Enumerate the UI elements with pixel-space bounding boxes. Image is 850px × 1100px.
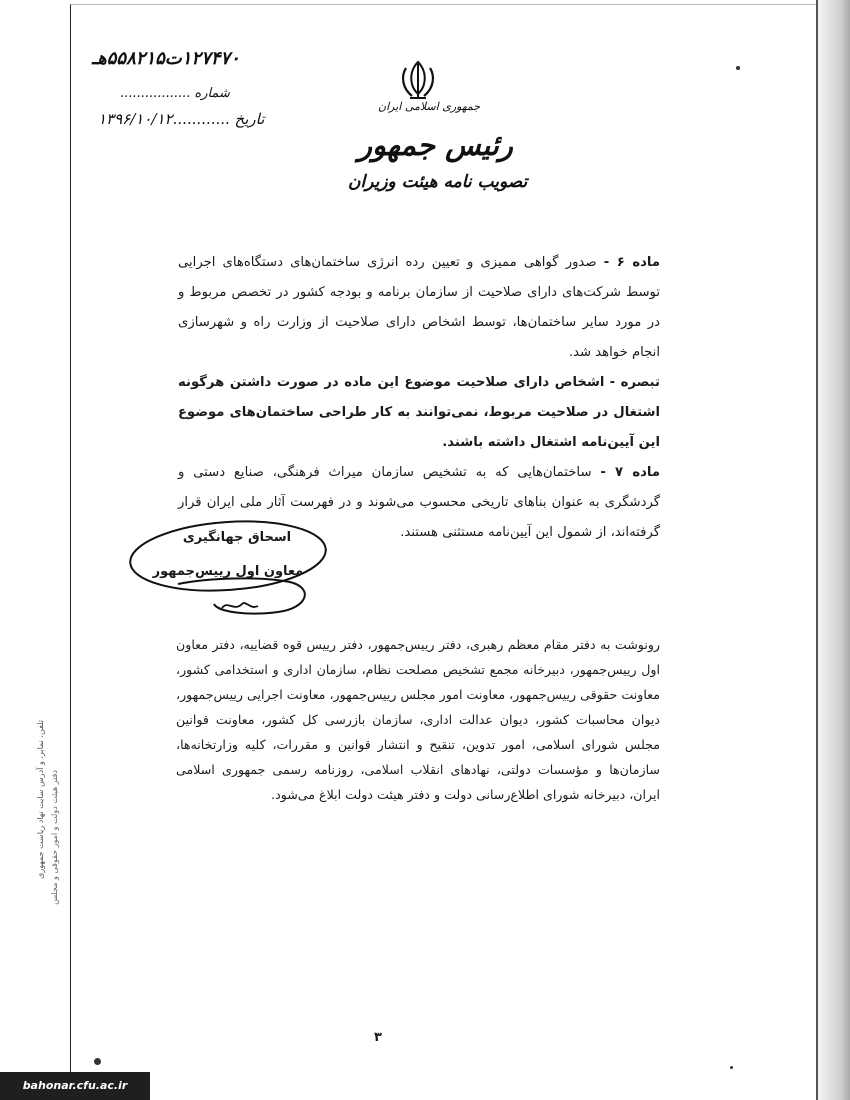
copies-text: رونوشت به دفتر مقام معظم رهبری، دفتر رییس‌جمهور، دفتر رییس قوه قضاییه، دفتر معاون اول رییس‌جمهور، دبیرخانه مجمع تشخیص مصلحت نظام، سازمان اداری و استخدامی کشور، معاونت حقوقی رییس‌جمهور، معاونت امور مجلس رییس‌جمهور، معاونت اجرایی رییس‌جمهور، دیوان محاسبات کشور، دیوان عدالت اداری، سازمان بازرسی کل کشور، معاونت قوانین مجلس شورای اسلامی، امور تدوین، تنقیح و انتشار قوانین و مقررات، کلیه وزارتخانه‌ها، سازمان‌ها و مؤسسات دولتی، نهادهای انقلاب اسلامی، روزنامه رسمی جمهوری اسلامی ایران، دبیرخانه شورای اطلاع‌رسانی دولت و دفتر هیئت دولت ابلاغ می‌شود.	[176, 637, 660, 802]
country-name: جمهوری اسلامی ایران	[378, 100, 481, 113]
reference-date: تاریخ ............۱۳۹۶/۱۰/۱۲	[98, 110, 265, 128]
article-6	[178, 248, 660, 368]
footer-site-link[interactable]	[0, 1072, 150, 1100]
document-subtitle: تصویب نامه هیئت وزیران	[348, 172, 528, 192]
reference-number-label: شماره .................	[120, 86, 230, 101]
article-7-lead: ماده ۷ -	[600, 465, 660, 480]
scan-speck	[730, 1066, 733, 1069]
note-lead: تبصره -	[609, 375, 660, 390]
footer-site-text: bahonar.cfu.ac.ir	[22, 1079, 128, 1092]
article-7-text: ساختمان‌هایی که به تشخیص سازمان میراث فرهنگی، صنایع دستی و گردشگری به عنوان بناهای تاریخی محسوب می‌شوند و در فهرست آثار ملی ایران قرار گرفته‌اند، از شمول این آیین‌نامه مستثنی هستند.	[178, 465, 660, 540]
iran-emblem-icon	[398, 58, 438, 102]
scan-edge-shadow	[818, 0, 850, 1100]
copies-distribution	[176, 632, 660, 807]
note-text: اشخاص دارای صلاحیت موضوع این ماده در صورت داشتن هرگونه اشتغال در صلاحیت مربوط، نمی‌توانند به کار طراحی ساختمان‌های موضوع این آیین‌نامه اشتغال داشته باشند.	[178, 375, 660, 450]
signatory-title: معاون اول رییس‌جمهور	[152, 564, 304, 579]
main-text	[178, 248, 660, 548]
scan-speck	[94, 1058, 101, 1065]
page-number: ۳	[374, 1030, 382, 1045]
article-6-text: صدور گواهی ممیزی و تعیین رده انرژی ساختمان‌های دستگاه‌های اجرایی توسط شرکت‌های دارای صلاحیت از سازمان برنامه و بودجه کشور در تخصص مربوط و در مورد سایر ساختمان‌ها، توسط اشخاص دارای صلاحیت از وزارت راه و شهرسازی انجام خواهد شد.	[178, 255, 660, 360]
note	[178, 368, 660, 458]
side-note-line-2: دفتر هیئت دولت و امور حقوقی و مجلس	[50, 770, 59, 905]
side-note-line-1: تلفن، نمابر، و آدرس سایت نهاد ریاست جمهوری	[36, 720, 45, 879]
scan-speck	[736, 66, 740, 70]
reference-number: ۱۲۷۴۷۰ت۵۵۸۲۱۵هـ	[92, 48, 240, 69]
office-title: رئیس جمهور	[358, 128, 513, 162]
signatory-name: اسحاق جهانگیری	[182, 530, 292, 545]
signature-block	[118, 512, 328, 632]
article-6-lead: ماده ۶ -	[603, 255, 660, 270]
